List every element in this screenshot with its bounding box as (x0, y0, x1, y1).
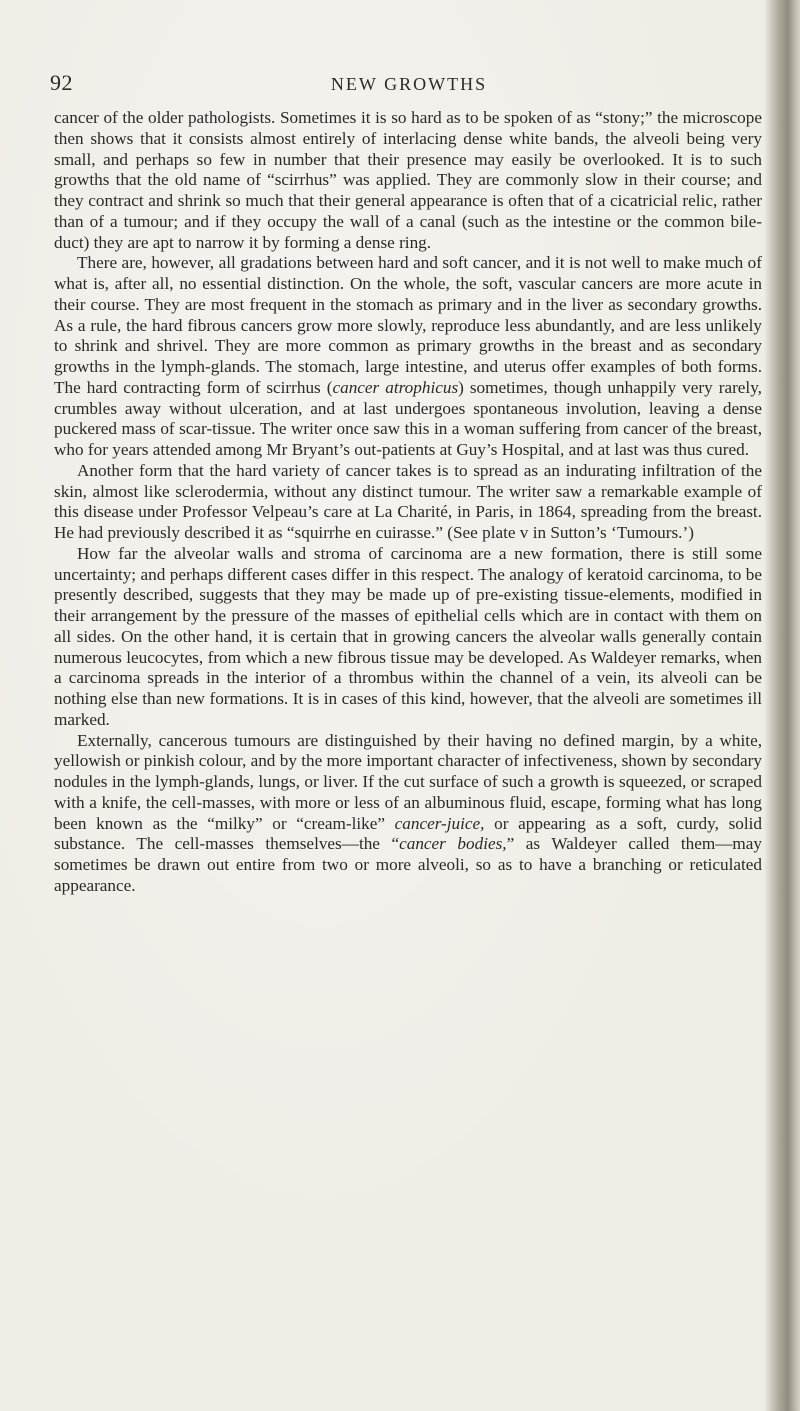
paragraph (54, 253, 762, 461)
page-header (50, 70, 768, 100)
italic-text: cancer bodies, (399, 834, 507, 854)
paragraph (54, 108, 762, 253)
paragraph-text: There are, however, all gradations between hard and soft cancer, and it is not well to make much of what is, after all, no essential distinction. On the whole, the soft, vascular cancers are more acute in their course. They are most frequent in the stomach as primary and in the liver as secondary growths. As a rule, the hard fibrous cancers grow more slowly, reproduce less abundantly, and are less unlikely to shrink and shrivel. They are more common as primary growths in the breast and as secondary growths in the lymph-glands. The stomach, large intestine, and uterus offer examples of both forms. The hard contracting form of scirrhus ( (54, 253, 762, 397)
paragraph (54, 544, 762, 731)
body-text (54, 108, 762, 897)
paragraph-text: Another form that the hard variety of cancer takes is to spread as an indurating infiltration of the skin, almost like sclerodermia, without any distinct tumour. The writer saw a remarkable example of this disease under Professor Velpeau’s care at La Charité, in Paris, in 1864, spreading from the breast. He had previously described it as “squirrhe en cuirasse.” (See plate v in Sutton’s ‘Tumours.’) (54, 460, 762, 542)
italic-text: cancer-juice, (394, 813, 485, 833)
paragraph (54, 731, 762, 897)
page-number: 92 (50, 70, 73, 95)
paragraph-text: cancer of the older pathologists. Sometimes it is so hard as to be spoken of as “stony;” the microscope then shows that it consists almost entirely of interlacing dense white bands, the alveoli being very small, and perhaps so few in number that their presence may easily be overlooked. It is to such growths that the old name of “scirrhus” was applied. They are commonly slow in their course; and they contract and shrink so much that their general appearance is often that of a cicatricial relic, rather than of a tumour; and if they occupy the wall of a canal (such as the intestine or the common bile-duct) they are apt to narrow it by forming a dense ring. (54, 108, 762, 252)
paragraph-text: ) sometimes, though unhappily very rarely, crumbles away without ulceration, and at last undergoes spontaneous involution, leaving a dense puckered mass of scar-tissue. The writer once saw this in a woman suffering from cancer of the breast, who for years attended among Mr Bryant’s out-patients at Guy’s Hospital, and at last was thus cured. (54, 377, 762, 459)
paragraph-text: Externally, cancerous tumours are distinguished by their having no defined margin, by a white, yellowish or pinkish colour, and by the more important character of infectiveness, shown by secondary nodules in the lymph-glands, lungs, or liver. If the cut surface of such a growth is squeezed, or scraped with a knife, the cell-masses, with more or less of an albuminous fluid, escape, forming what has long been known as the “milky” or “cream-like” (54, 730, 762, 833)
paragraph-text: or appearing as a soft, curdy, solid substance. The cell-masses themselves—the “ (54, 813, 762, 854)
italic-text: cancer atrophicus (332, 377, 459, 397)
paragraph (54, 461, 762, 544)
paragraph-text: ” as Waldeyer called them—may sometimes be drawn out entire from two or more alveoli, so as to have a branching or reticulated appearance. (54, 834, 762, 895)
page-binding-edge (764, 0, 800, 1411)
paragraph-text: How far the alveolar walls and stroma of carcinoma are a new formation, there is still some uncertainty; and perhaps different cases differ in this respect. The analogy of keratoid carcinoma, to be presently described, suggests that they may be made up of pre-existing tissue-elements, modified in their arrangement by the pressure of the masses of epithelial cells which are in contact with them on all sides. On the other hand, it is certain that in growing cancers the alveolar walls generally contain numerous leucocytes, from which a new fibrous tissue may be developed. As Waldeyer remarks, when a carcinoma spreads in the interior of a thrombus within the channel of a vein, its alveoli can be nothing else than new formations. It is in cases of this kind, however, that the alveoli are sometimes ill marked. (54, 543, 762, 729)
running-head: NEW GROWTHS (330, 74, 488, 94)
